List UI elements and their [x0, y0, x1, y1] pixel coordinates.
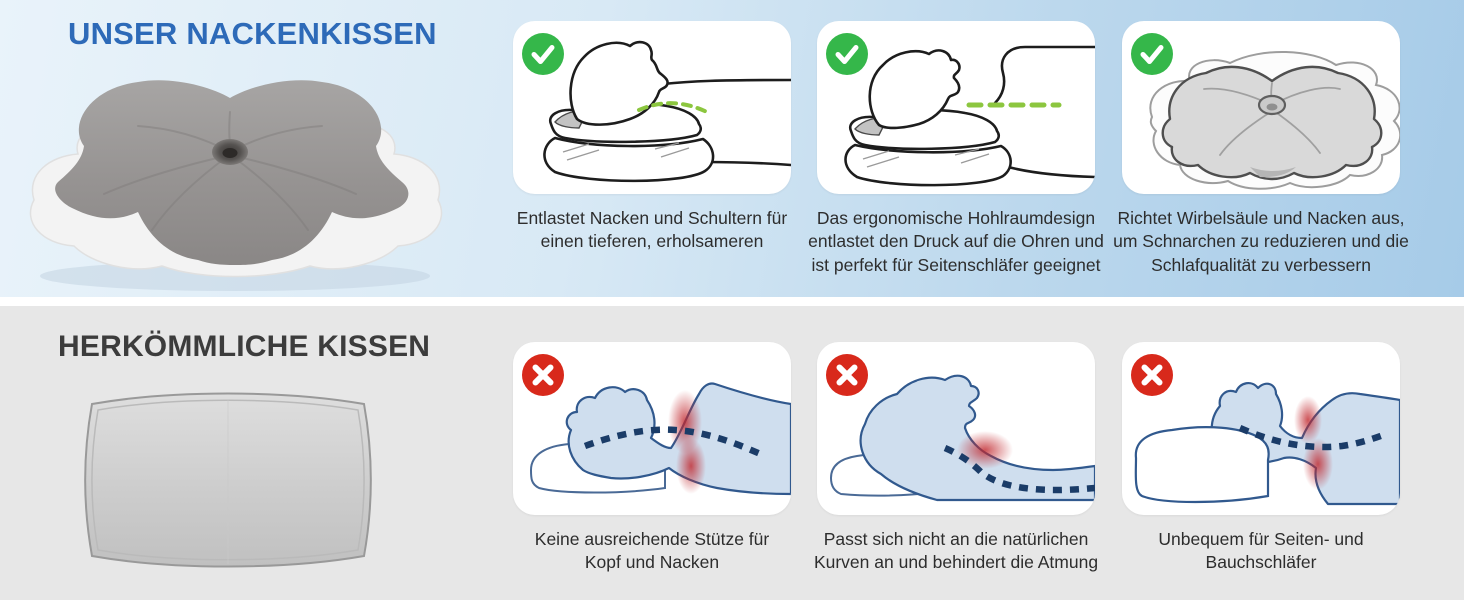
drawback-caption-2: Passt sich nicht an die natürlichen Kurven an und behindert die Atmung — [813, 529, 1099, 573]
drawback-card-no-support — [513, 342, 791, 515]
top-section-title: UNSER NACKENKISSEN — [68, 16, 437, 51]
drawback-caption-1: Keine ausreichende Stütze für Kopf und Nacken — [534, 529, 770, 573]
benefit-caption-2: Das ergonomische Hohlraumdesign entlastet den Druck auf die Ohren und ist perfekt für Seitenschläfer geeignet — [808, 208, 1104, 275]
contour-pillow-product-image — [20, 52, 450, 297]
section-divider — [0, 297, 1464, 306]
our-neck-pillow-section — [0, 0, 1464, 297]
cross-icon — [522, 354, 564, 396]
benefit-card-back-sleeper — [513, 21, 791, 194]
conventional-pillow-product-image — [72, 378, 384, 580]
cross-icon — [826, 354, 868, 396]
cross-icon — [1131, 354, 1173, 396]
check-icon — [1131, 33, 1173, 75]
check-icon — [826, 33, 868, 75]
drawback-card-breathing — [817, 342, 1095, 515]
contour-pillow-illustration — [20, 52, 450, 297]
benefit-caption-3: Richtet Wirbelsäule und Nacken aus, um Schnarchen zu reduzieren und die Schlafqualität zu verbessern — [1113, 208, 1409, 275]
rectangular-pillow-illustration — [72, 378, 384, 580]
benefit-card-side-sleeper — [817, 21, 1095, 194]
conventional-pillow-section — [0, 306, 1464, 600]
benefit-card-pillow-topview — [1122, 21, 1400, 194]
drawback-card-uncomfortable — [1122, 342, 1400, 515]
benefit-caption-1: Entlastet Nacken und Schultern für einen tieferen, erholsameren — [516, 208, 788, 252]
bottom-section-title: HERKÖMMLICHE KISSEN — [58, 330, 431, 363]
drawback-caption-3: Unbequem für Seiten- und Bauchschläfer — [1158, 529, 1364, 573]
check-icon — [522, 33, 564, 75]
